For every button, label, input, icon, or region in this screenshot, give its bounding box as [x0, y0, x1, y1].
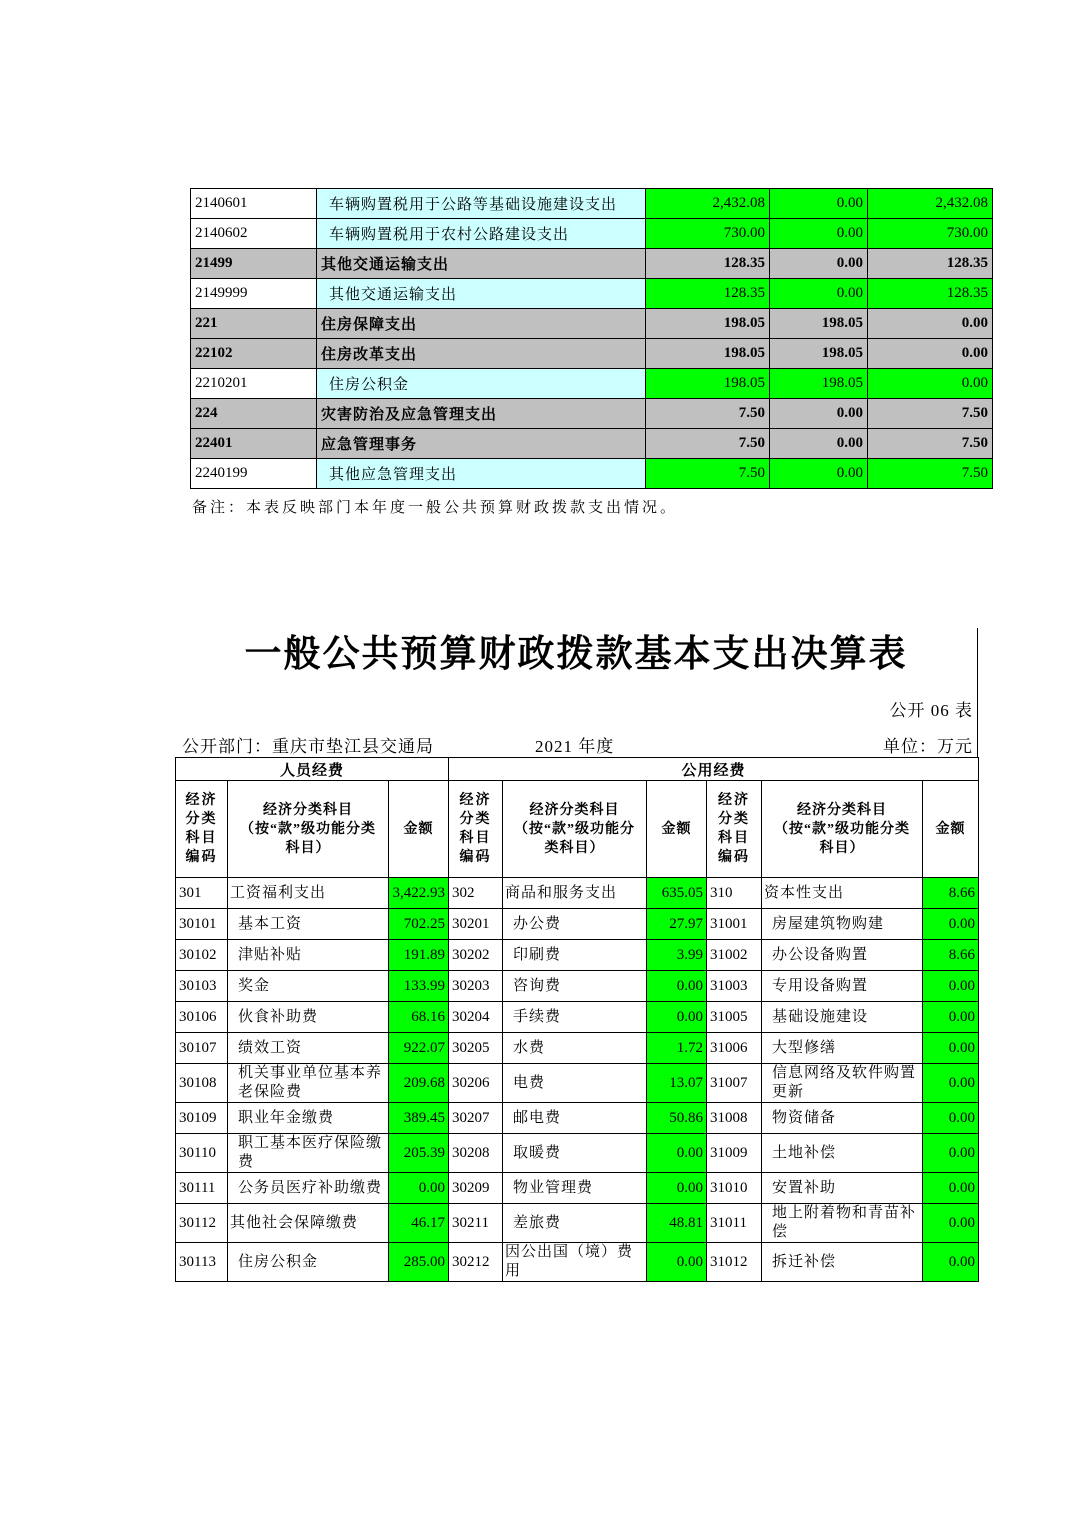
amount-cell: 27.97: [647, 909, 707, 940]
column-header-row: [176, 781, 979, 878]
amount-cell: 0.00: [770, 189, 868, 219]
table-row: [176, 1173, 979, 1204]
table-row: [176, 909, 979, 940]
amount-cell: 2,432.08: [868, 189, 993, 219]
amount-cell: 198.05: [770, 369, 868, 399]
economic-subject-cell: 工资福利支出: [228, 878, 389, 909]
function-name-cell: 其他交通运输支出: [317, 279, 646, 309]
amount-cell: 0.00: [923, 1064, 979, 1103]
amount-cell: 209.68: [389, 1064, 449, 1103]
amount-cell: 13.07: [647, 1064, 707, 1103]
amount-cell: 0.00: [770, 429, 868, 459]
economic-subject-cell: 差旅费: [503, 1204, 647, 1243]
amount-cell: 0.00: [770, 279, 868, 309]
economic-code-cell: 31010: [707, 1173, 762, 1204]
function-name-cell: 灾害防治及应急管理支出: [317, 399, 646, 429]
function-code-cell: 2210201: [191, 369, 317, 399]
economic-subject-cell: 基础设施建设: [762, 1002, 923, 1033]
economic-code-cell: 30212: [449, 1243, 503, 1282]
function-name-cell: 住房公积金: [317, 369, 646, 399]
economic-code-cell: 31005: [707, 1002, 762, 1033]
economic-code-cell: 31007: [707, 1064, 762, 1103]
header-economic-subject: 经济分类科目（按“款”级功能分类科目）: [228, 781, 389, 878]
amount-cell: 0.00: [868, 339, 993, 369]
table-row: [176, 1103, 979, 1134]
amount-cell: 0.00: [923, 1204, 979, 1243]
function-name-cell: 住房保障支出: [317, 309, 646, 339]
economic-code-cell: 30211: [449, 1204, 503, 1243]
amount-cell: 0.00: [647, 1002, 707, 1033]
economic-code-cell: 31008: [707, 1103, 762, 1134]
economic-subject-cell: 安置补助: [762, 1173, 923, 1204]
amount-cell: 68.16: [389, 1002, 449, 1033]
economic-code-cell: 30209: [449, 1173, 503, 1204]
economic-code-cell: 30106: [176, 1002, 228, 1033]
amount-cell: 0.00: [647, 1134, 707, 1173]
amount-cell: 3,422.93: [389, 878, 449, 909]
economic-code-cell: 30206: [449, 1064, 503, 1103]
economic-subject-cell: 住房公积金: [228, 1243, 389, 1282]
general-budget-expenditure-table: [190, 188, 993, 489]
header-economic-code: 经济分类科目编码: [449, 781, 503, 878]
economic-subject-cell: 印刷费: [503, 940, 647, 971]
table-info-line: [175, 732, 977, 754]
economic-subject-cell: 手续费: [503, 1002, 647, 1033]
amount-cell: 0.00: [647, 1243, 707, 1282]
economic-subject-cell: 物业管理费: [503, 1173, 647, 1204]
amount-cell: 0.00: [923, 909, 979, 940]
economic-subject-cell: 邮电费: [503, 1103, 647, 1134]
amount-cell: 0.00: [647, 1173, 707, 1204]
function-code-cell: 221: [191, 309, 317, 339]
economic-code-cell: 30201: [449, 909, 503, 940]
header-economic-subject: 经济分类科目（按“款”级功能分类科目）: [762, 781, 923, 878]
function-code-cell: 22102: [191, 339, 317, 369]
header-amount: 金额: [647, 781, 707, 878]
function-name-cell: 其他应急管理支出: [317, 459, 646, 489]
table-row: [191, 339, 993, 369]
amount-cell: 128.35: [646, 249, 770, 279]
amount-cell: 198.05: [646, 339, 770, 369]
amount-cell: 0.00: [868, 309, 993, 339]
economic-subject-cell: 大型修缮: [762, 1033, 923, 1064]
economic-code-cell: 31001: [707, 909, 762, 940]
economic-code-cell: 31003: [707, 971, 762, 1002]
table-row: [191, 399, 993, 429]
basic-expenditure-table: [175, 757, 979, 1282]
amount-cell: 0.00: [923, 1173, 979, 1204]
amount-cell: 128.35: [868, 279, 993, 309]
amount-cell: 8.66: [923, 940, 979, 971]
page-title: 一般公共预算财政拨款基本支出决算表: [244, 634, 908, 675]
amount-cell: 0.00: [868, 369, 993, 399]
table-footnote: 备注：本表反映部门本年度一般公共预算财政拨款支出情况。: [192, 500, 679, 516]
function-name-cell: 应急管理事务: [317, 429, 646, 459]
economic-code-cell: 30207: [449, 1103, 503, 1134]
economic-code-cell: 302: [449, 878, 503, 909]
amount-cell: 2,432.08: [646, 189, 770, 219]
amount-cell: 7.50: [646, 429, 770, 459]
amount-cell: 0.00: [923, 971, 979, 1002]
amount-cell: 0.00: [923, 1033, 979, 1064]
economic-code-cell: 31012: [707, 1243, 762, 1282]
amount-cell: 133.99: [389, 971, 449, 1002]
table-row: [176, 1204, 979, 1243]
economic-subject-cell: 绩效工资: [228, 1033, 389, 1064]
table-row: [191, 279, 993, 309]
economic-subject-cell: 地上附着物和青苗补偿: [762, 1204, 923, 1243]
economic-code-cell: 30202: [449, 940, 503, 971]
amount-cell: 7.50: [868, 399, 993, 429]
function-name-cell: 其他交通运输支出: [317, 249, 646, 279]
table-row: [176, 1002, 979, 1033]
economic-code-cell: 30109: [176, 1103, 228, 1134]
economic-code-cell: 31002: [707, 940, 762, 971]
economic-subject-cell: 因公出国（境）费用: [503, 1243, 647, 1282]
function-code-cell: 2140602: [191, 219, 317, 249]
economic-code-cell: 30111: [176, 1173, 228, 1204]
economic-code-cell: 30205: [449, 1033, 503, 1064]
economic-subject-cell: 奖金: [228, 971, 389, 1002]
economic-subject-cell: 机关事业单位基本养老保险费: [228, 1064, 389, 1103]
amount-cell: 198.05: [770, 309, 868, 339]
economic-subject-cell: 基本工资: [228, 909, 389, 940]
economic-code-cell: 30110: [176, 1134, 228, 1173]
table-row: [191, 459, 993, 489]
economic-code-cell: 30102: [176, 940, 228, 971]
amount-cell: 46.17: [389, 1204, 449, 1243]
table-row: [191, 429, 993, 459]
amount-cell: 3.99: [647, 940, 707, 971]
amount-cell: 198.05: [646, 369, 770, 399]
economic-code-cell: 30113: [176, 1243, 228, 1282]
function-code-cell: 2240199: [191, 459, 317, 489]
economic-subject-cell: 水费: [503, 1033, 647, 1064]
economic-subject-cell: 信息网络及软件购置更新: [762, 1064, 923, 1103]
economic-code-cell: 30112: [176, 1204, 228, 1243]
table-row: [191, 189, 993, 219]
amount-cell: 198.05: [770, 339, 868, 369]
table-row: [176, 1033, 979, 1064]
amount-cell: 48.81: [647, 1204, 707, 1243]
amount-cell: 0.00: [923, 1103, 979, 1134]
header-economic-subject: 经济分类科目（按“款”级功能分类科目）: [503, 781, 647, 878]
economic-subject-cell: 津贴补贴: [228, 940, 389, 971]
economic-subject-cell: 公务员医疗补助缴费: [228, 1173, 389, 1204]
header-amount: 金额: [389, 781, 449, 878]
amount-cell: 0.00: [923, 1134, 979, 1173]
group-header-personnel: 人员经费: [176, 758, 449, 781]
department-label: 公开部门：重庆市垫江县交通局: [182, 737, 434, 756]
amount-cell: 730.00: [868, 219, 993, 249]
economic-subject-cell: 办公设备购置: [762, 940, 923, 971]
header-economic-code: 经济分类科目编码: [176, 781, 228, 878]
economic-code-cell: 30107: [176, 1033, 228, 1064]
year-label: 2021 年度: [535, 737, 615, 756]
economic-code-cell: 30203: [449, 971, 503, 1002]
economic-code-cell: 310: [707, 878, 762, 909]
amount-cell: 0.00: [770, 399, 868, 429]
amount-cell: 191.89: [389, 940, 449, 971]
economic-subject-cell: 电费: [503, 1064, 647, 1103]
economic-subject-cell: 其他社会保障缴费: [228, 1204, 389, 1243]
function-name-cell: 车辆购置税用于公路等基础设施建设支出: [317, 189, 646, 219]
table-number: 公开 06 表: [889, 701, 973, 720]
economic-subject-cell: 职工基本医疗保险缴费: [228, 1134, 389, 1173]
function-name-cell: 住房改革支出: [317, 339, 646, 369]
economic-subject-cell: 拆迁补偿: [762, 1243, 923, 1282]
economic-subject-cell: 房屋建筑物购建: [762, 909, 923, 940]
table-row: [191, 219, 993, 249]
amount-cell: 702.25: [389, 909, 449, 940]
unit-label: 单位：万元: [883, 737, 973, 756]
amount-cell: 0.00: [389, 1173, 449, 1204]
function-code-cell: 2149999: [191, 279, 317, 309]
economic-code-cell: 31006: [707, 1033, 762, 1064]
function-code-cell: 2140601: [191, 189, 317, 219]
economic-code-cell: 30101: [176, 909, 228, 940]
function-code-cell: 22401: [191, 429, 317, 459]
economic-subject-cell: 资本性支出: [762, 878, 923, 909]
economic-subject-cell: 取暖费: [503, 1134, 647, 1173]
amount-cell: 922.07: [389, 1033, 449, 1064]
amount-cell: 389.45: [389, 1103, 449, 1134]
amount-cell: 0.00: [770, 219, 868, 249]
amount-cell: 0.00: [647, 971, 707, 1002]
economic-subject-cell: 咨询费: [503, 971, 647, 1002]
amount-cell: 128.35: [646, 279, 770, 309]
economic-subject-cell: 专用设备购置: [762, 971, 923, 1002]
table-row: [191, 249, 993, 279]
economic-code-cell: 31011: [707, 1204, 762, 1243]
table-row: [176, 1243, 979, 1282]
function-code-cell: 21499: [191, 249, 317, 279]
economic-subject-cell: 办公费: [503, 909, 647, 940]
amount-cell: 50.86: [647, 1103, 707, 1134]
table-row: [176, 878, 979, 909]
amount-cell: 0.00: [770, 249, 868, 279]
economic-subject-cell: 伙食补助费: [228, 1002, 389, 1033]
economic-subject-cell: 土地补偿: [762, 1134, 923, 1173]
function-code-cell: 224: [191, 399, 317, 429]
group-header-row: [176, 758, 979, 781]
economic-subject-cell: 职业年金缴费: [228, 1103, 389, 1134]
economic-code-cell: 30204: [449, 1002, 503, 1033]
amount-cell: 8.66: [923, 878, 979, 909]
amount-cell: 0.00: [770, 459, 868, 489]
amount-cell: 198.05: [646, 309, 770, 339]
table-row: [191, 369, 993, 399]
table-row: [176, 971, 979, 1002]
group-header-public: 公用经费: [449, 758, 979, 781]
economic-code-cell: 30108: [176, 1064, 228, 1103]
amount-cell: 7.50: [868, 459, 993, 489]
amount-cell: 0.00: [923, 1243, 979, 1282]
amount-cell: 128.35: [868, 249, 993, 279]
function-name-cell: 车辆购置税用于农村公路建设支出: [317, 219, 646, 249]
table-row: [176, 1064, 979, 1103]
table-row: [176, 940, 979, 971]
table-row: [191, 309, 993, 339]
table-row: [176, 1134, 979, 1173]
economic-code-cell: 30103: [176, 971, 228, 1002]
amount-cell: 7.50: [646, 459, 770, 489]
amount-cell: 285.00: [389, 1243, 449, 1282]
amount-cell: 205.39: [389, 1134, 449, 1173]
amount-cell: 7.50: [868, 429, 993, 459]
amount-cell: 1.72: [647, 1033, 707, 1064]
header-economic-code: 经济分类科目编码: [707, 781, 762, 878]
amount-cell: 730.00: [646, 219, 770, 249]
economic-subject-cell: 物资储备: [762, 1103, 923, 1134]
amount-cell: 7.50: [646, 399, 770, 429]
economic-code-cell: 31009: [707, 1134, 762, 1173]
economic-subject-cell: 商品和服务支出: [503, 878, 647, 909]
economic-code-cell: 30208: [449, 1134, 503, 1173]
economic-code-cell: 301: [176, 878, 228, 909]
amount-cell: 635.05: [647, 878, 707, 909]
header-amount: 金额: [923, 781, 979, 878]
title-block: [175, 628, 978, 757]
amount-cell: 0.00: [923, 1002, 979, 1033]
